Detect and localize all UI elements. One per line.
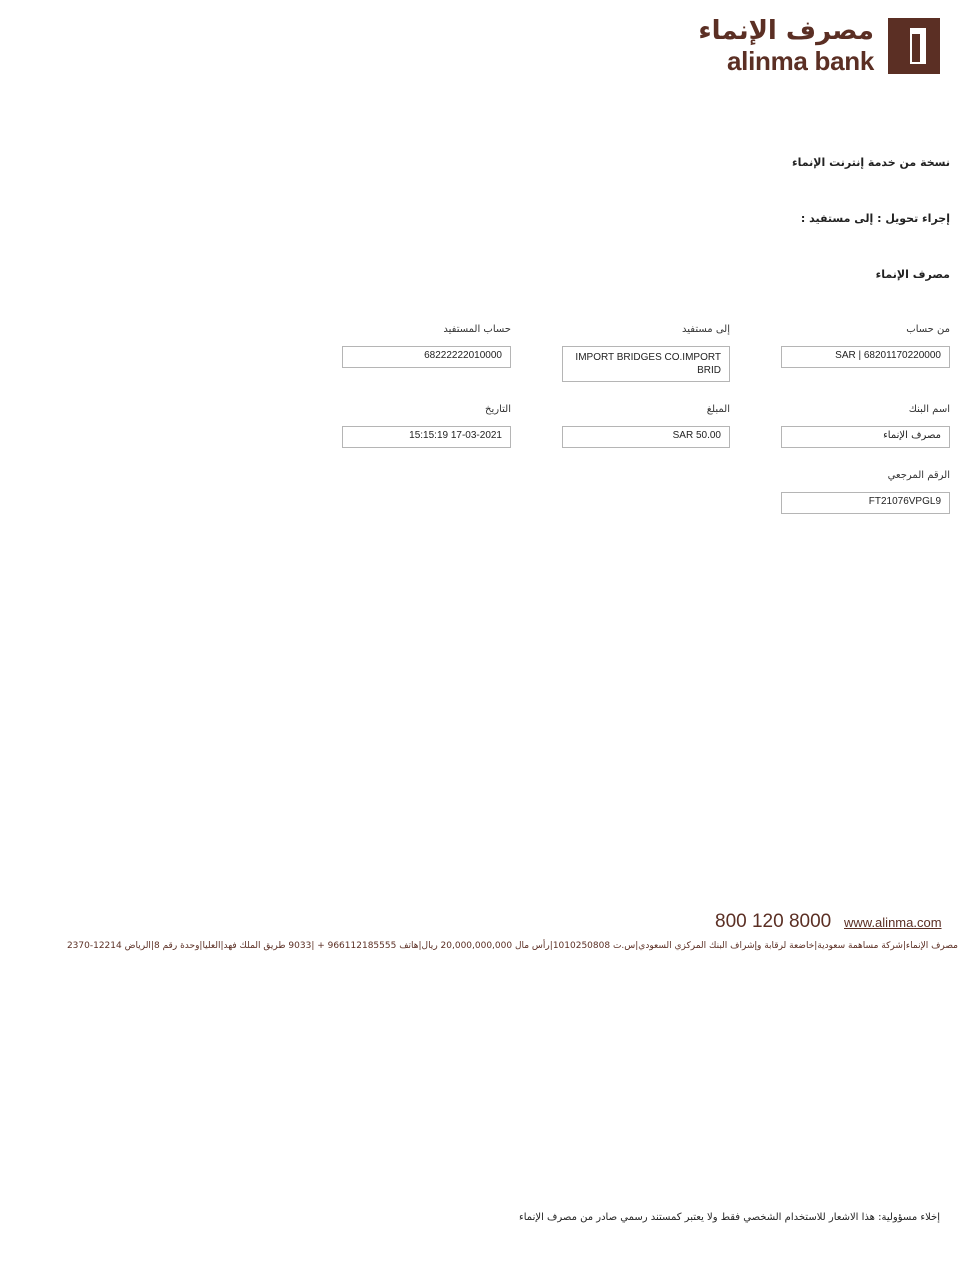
transfer-title: إجراء تحويل : إلى مستفيد : — [800, 212, 950, 225]
alinma-logo-mark — [888, 18, 940, 74]
logo-arabic-text: مصرف الإنماء — [698, 16, 874, 46]
amount-label: المبلغ — [706, 404, 730, 415]
bank-name-title: مصرف الإنماء — [875, 268, 950, 281]
bank-name-label: اسم البنك — [908, 404, 950, 415]
reference-label: الرقم المرجعي — [887, 470, 950, 481]
date-label: التاريخ — [485, 404, 511, 415]
website-link[interactable]: www.alinma.com — [844, 915, 942, 930]
beneficiary-account-label: حساب المستفيد — [443, 324, 511, 335]
amount-field: SAR 50.00 — [562, 426, 730, 448]
to-beneficiary-label: إلى مستفيد — [682, 324, 730, 335]
from-account-label: من حساب — [906, 324, 950, 335]
copy-title: نسخة من خدمة إنترنت الإنماء — [792, 156, 950, 169]
phone-number: 800 120 8000 — [715, 911, 832, 932]
reference-field: FT21076VPGL9 — [781, 492, 950, 514]
alinma-logo — [698, 16, 940, 78]
logo-english-text: alinma bank — [727, 46, 874, 76]
company-info: مصرف الإنماء|شركة مساهمة سعودية|خاضعة لرقابة وإشراف البنك المركزي السعودي|س.ت 1010250808|رأس مال 20,000,000,000 ريال|هاتف 966112185555 + |9033 طريق الملك فهد|العليا|وحدة رقم 8|الرياض 12214-2370 — [66, 941, 958, 951]
date-field: 15:15:19 17-03-2021 — [342, 426, 511, 448]
bank-name-field: مصرف الإنماء — [781, 426, 950, 448]
disclaimer: إخلاء مسؤولية: هذا الاشعار للاستخدام الشخصي فقط ولا يعتبر كمستند رسمي صادر من مصرف الإنماء — [519, 1212, 940, 1223]
from-account-field: SAR | 68201170220000 — [781, 346, 950, 368]
beneficiary-account-field: 68222222010000 — [342, 346, 511, 368]
to-beneficiary-field: IMPORT BRIDGES CO.IMPORT BRID — [562, 346, 730, 382]
